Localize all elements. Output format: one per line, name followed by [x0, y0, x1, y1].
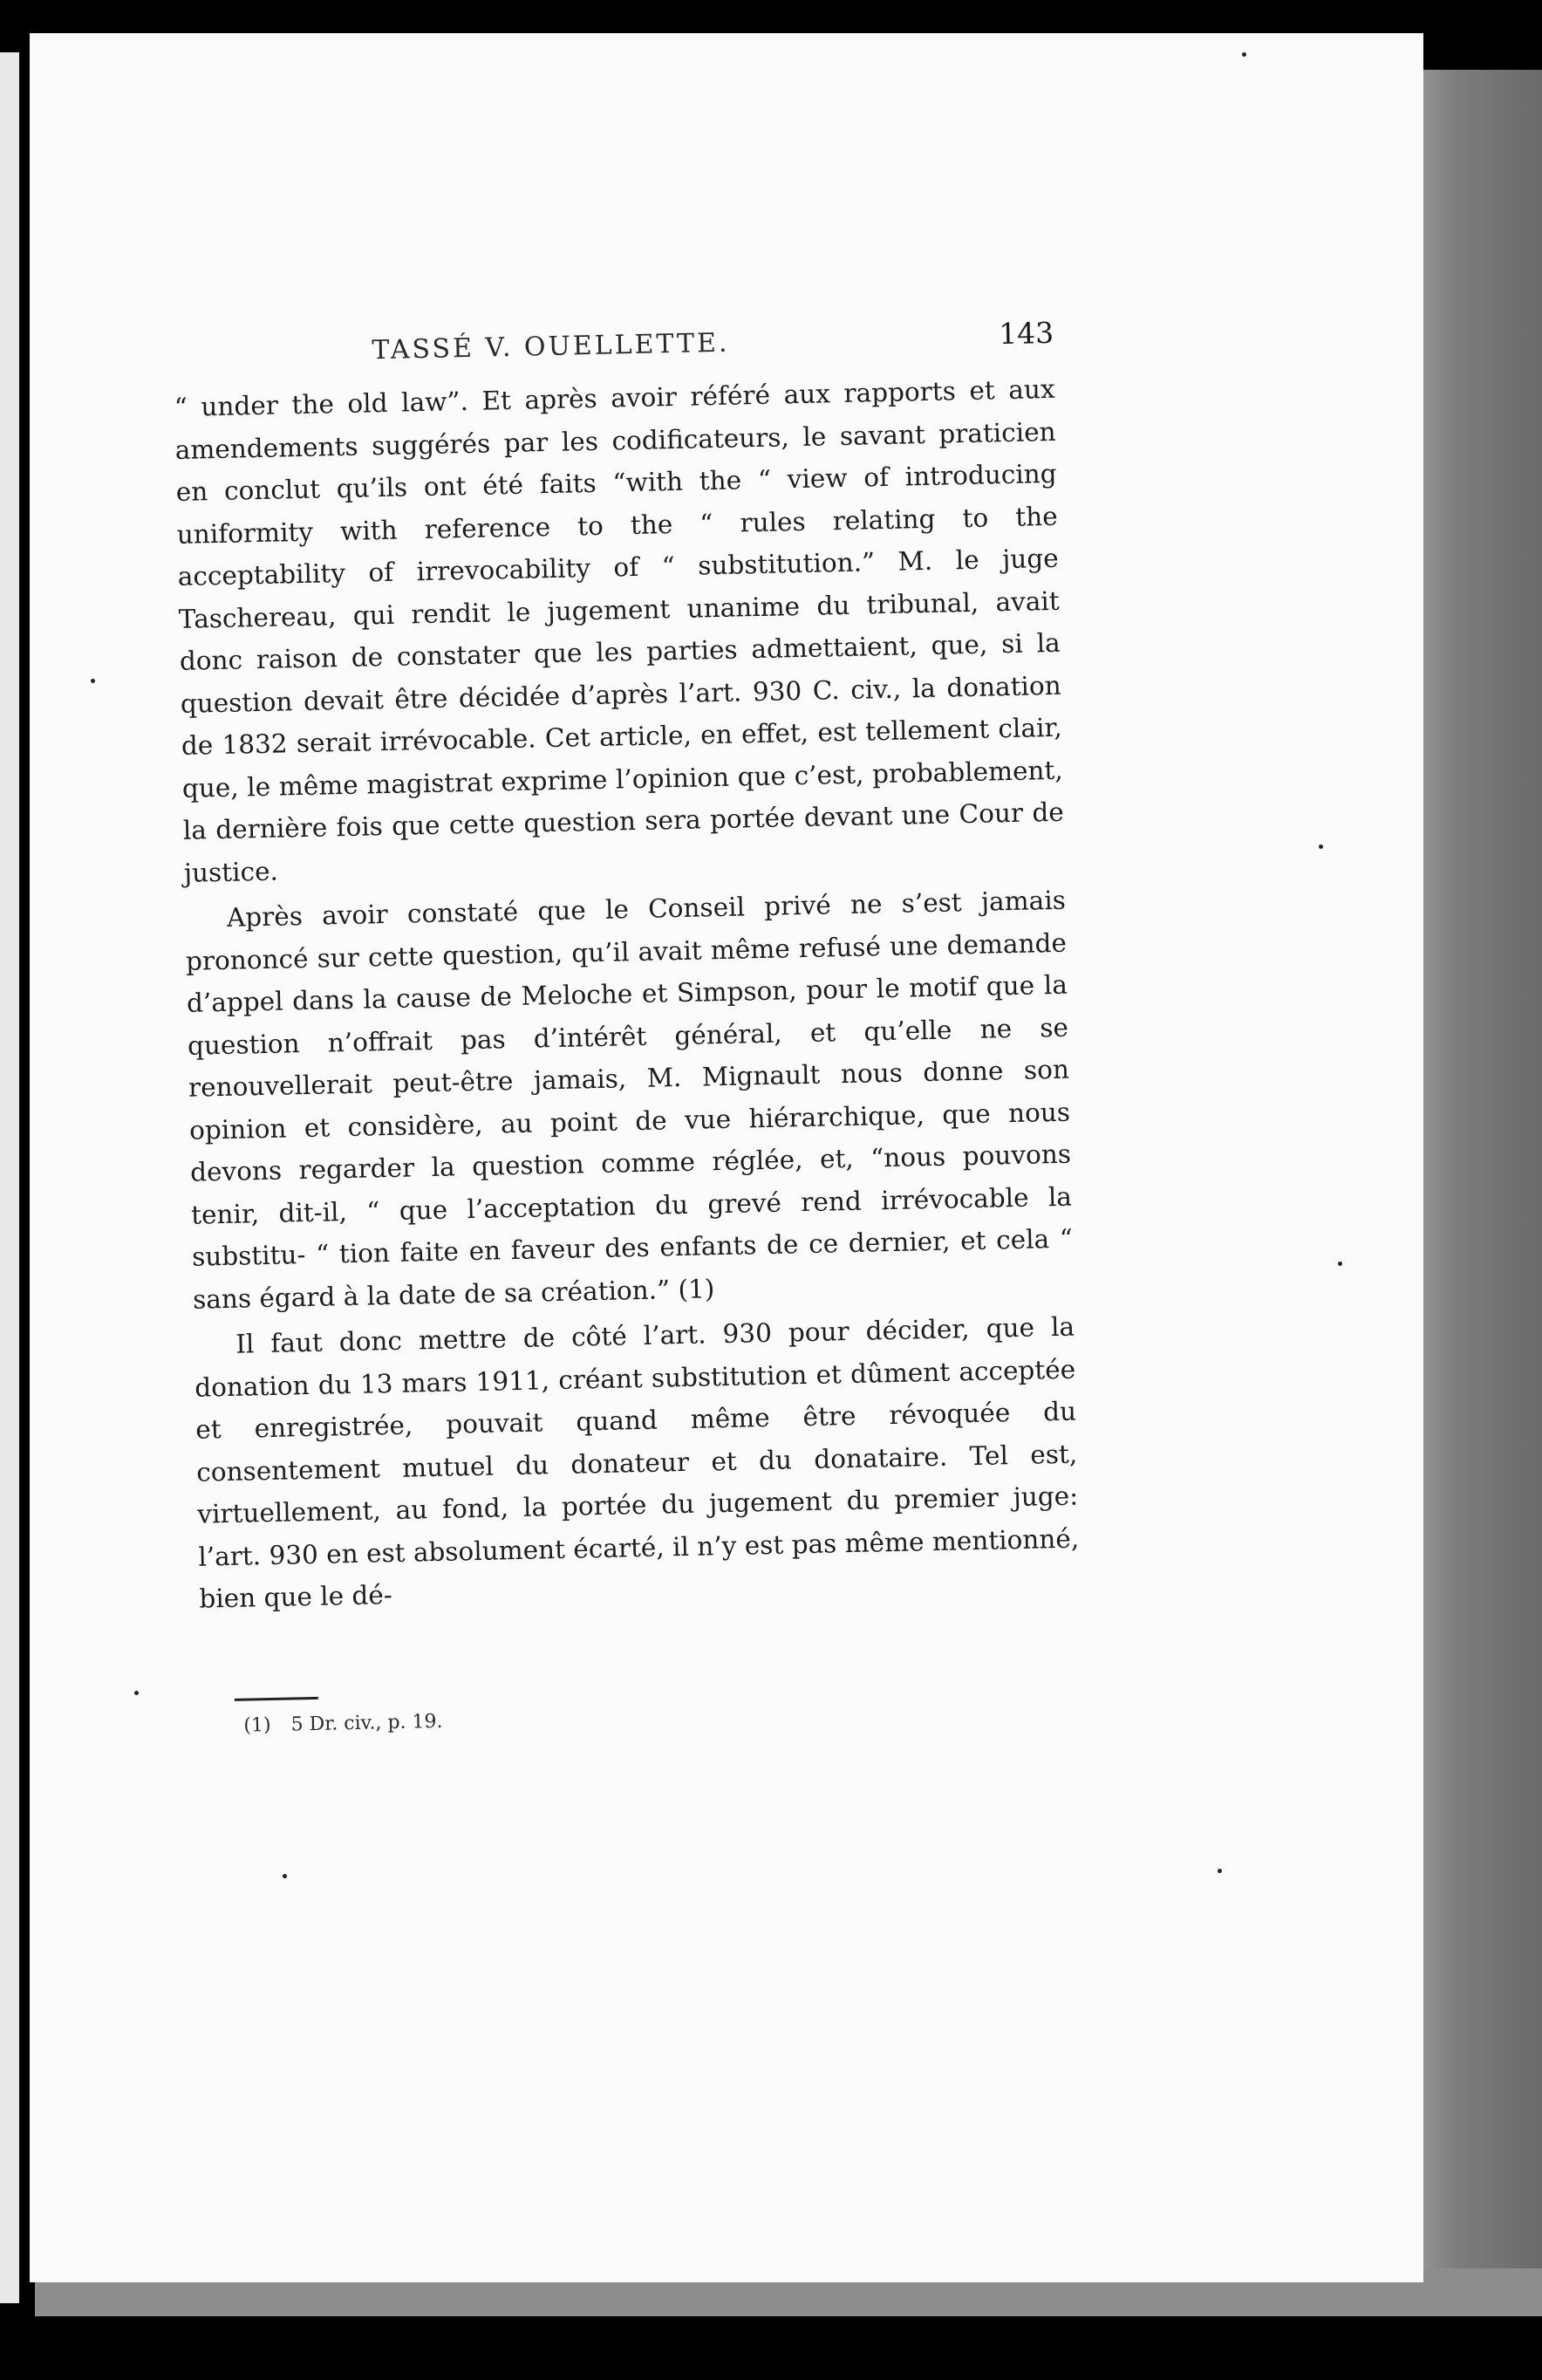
- paragraph: Après avoir constaté que le Conseil privé ne s’est jamais prononcé sur cette question, qu’il avait même refusé une demande d’appel dans la cause de Meloche et Simpson, pour le motif que la question n’offrait pas d’intérêt général, et qu’elle ne se renouvellerait peut-être jamais, M. Mignault nous donne son opinion et considère, au point de vue hiérarchique, que nous devons regarder la question comme réglée, et, “nous pouvons tenir, dit-il, “ que l’acceptation du grevé rend irrévocable la substitu- “ tion faite en faveur des enfants de ce dernier, et cela “ sans égard à la date de sa création.” (1): [185, 885, 1074, 1315]
- scan-speck: [1338, 1262, 1342, 1266]
- scan-speck: [1242, 52, 1246, 57]
- running-title: TASSÉ V. OUELLETTE.: [372, 327, 730, 366]
- footnote-rule: [235, 1696, 318, 1700]
- scan-speck: [91, 679, 95, 683]
- paragraph: Il faut donc mettre de côté l’art. 930 pour décider, que la donation du 13 mars 1911, créant substitution et dûment acceptée et enregistrée, pouvait quand même être révoquée du consentement mutuel du donateur et du donataire. Tel est, virtuellement, au fond, la portée du jugement du premier juge: l’art. 930 en est absolument écarté, il n’y est pas même mentionné, bien que le dé-: [194, 1311, 1080, 1614]
- scan-speck: [134, 1691, 139, 1695]
- page-number: 143: [998, 315, 1054, 352]
- footnote-text: 5 Dr. civ., p. 19.: [290, 1710, 443, 1736]
- footnote-marker: (1): [243, 1713, 271, 1737]
- scan-speck: [1218, 1869, 1222, 1873]
- paragraph: “ under the old law”. Et après avoir référé aux rapports et aux amendements suggérés par les codificateurs, le savant praticien en conclut qu’ils ont été faits “with the “ view of introducing uniformity with reference to the “ rules relating to the acceptability of irrevocability of “ substitution.” M. le juge Taschereau, qui rendit le jugement unanime du tribunal, avait donc raison de constater que les parties admettaient, que, si la question devait être décidée d’après l’art. 930 C. civ., la donation de 1832 serait irrévocable. Cet article, en effet, est tellement clair, que, le même magistrat exprime l’opinion que c’est, probablement, la dernière fois que cette question sera portée devant une Cour de justice.: [174, 373, 1065, 888]
- scan-speck: [283, 1874, 287, 1878]
- page-text-block: [173, 316, 1083, 1741]
- previous-page-edge: [0, 52, 19, 2303]
- scan-speck: [1319, 845, 1323, 849]
- binding-shadow: [1404, 70, 1542, 2303]
